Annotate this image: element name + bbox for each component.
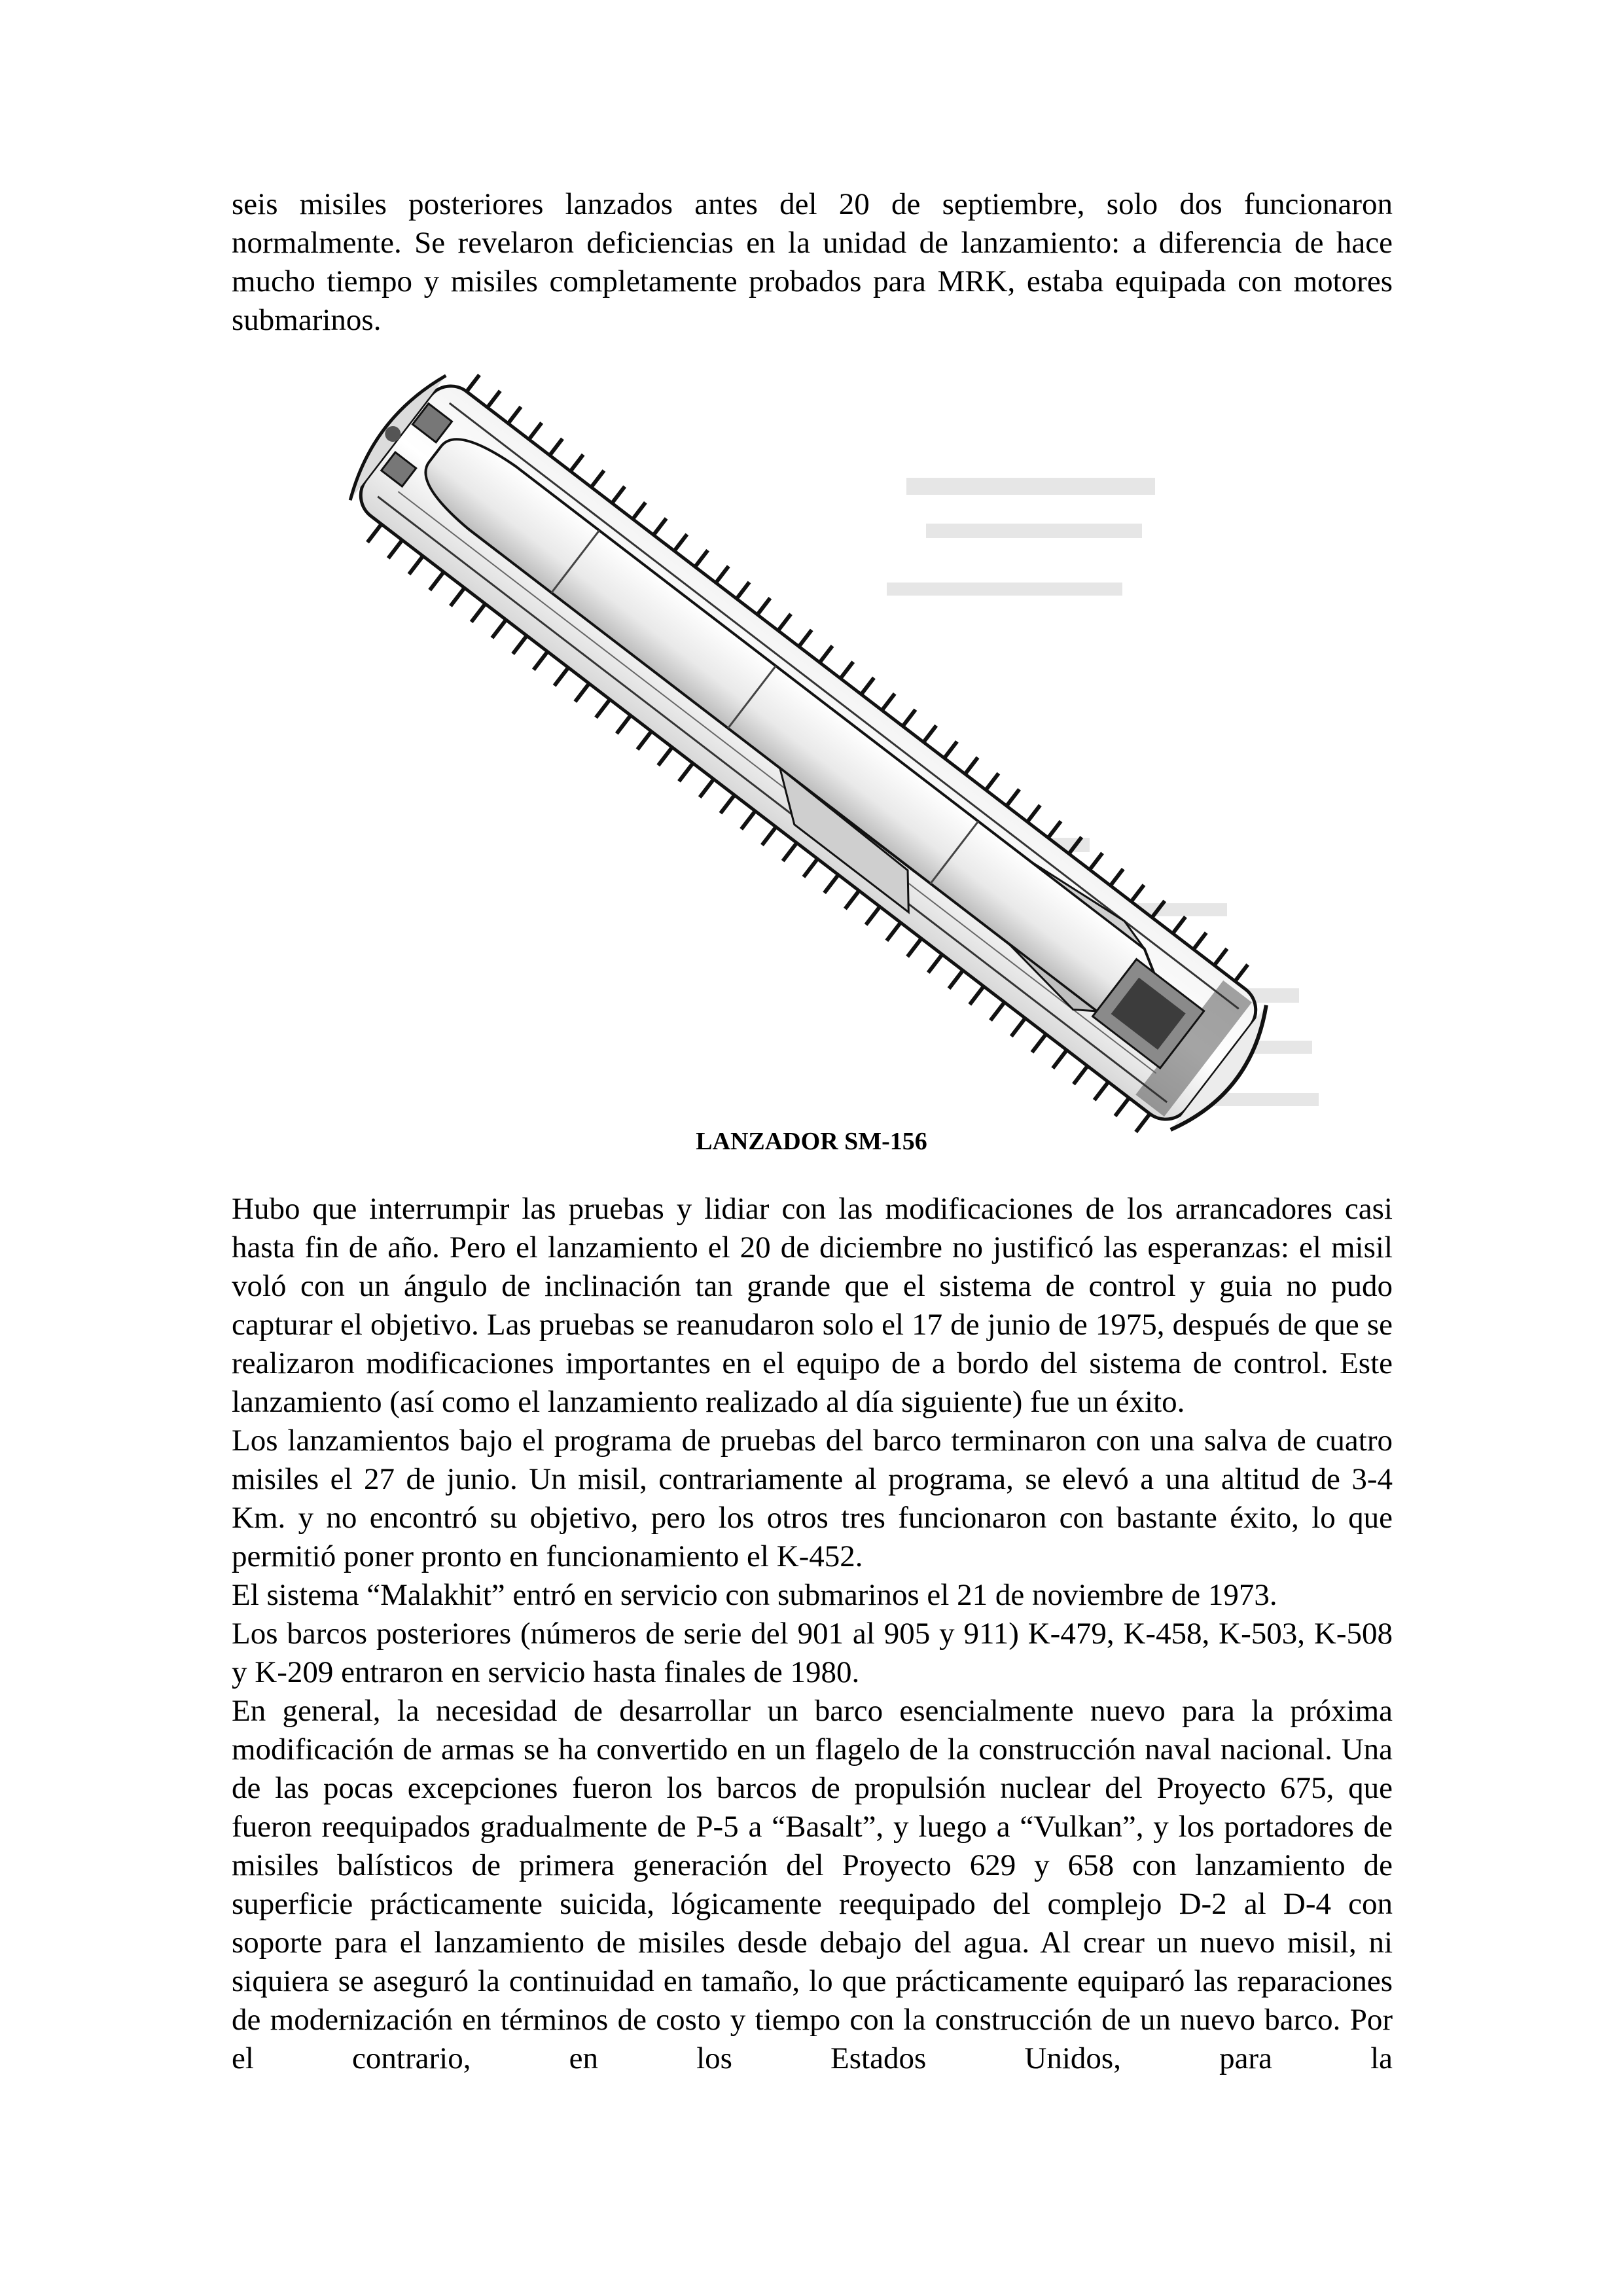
missile-launcher-illustration-icon — [232, 367, 1384, 1145]
body-paragraph: Los barcos posteriores (números de serie del 901 al 905 y 911) K-479, K-458, K-503, K-508 y K-209 entraron en servicio hasta finales de 1980. — [232, 1617, 1393, 1689]
body-paragraph: En general, la necesidad de desarrollar un barco esencialmente nuevo para la próxima modificación de armas se ha convertido en un flagelo de la construcción naval nacional. Una de las pocas excepciones fueron los barcos de propulsión nuclear del Proyecto 675, que fueron reequipados gradualmente de P-5 a “Basalt”, y luego a “Vulkan”, y los portadores de misiles balísticos de primera generación del Proyecto 629 y 658 con lanzamiento de superficie prácticamente suicida, lógicamente reequipado del complejo D-2 al D-4 con soporte para el lanzamiento de misiles desde debajo del agua. Al crear un nuevo misil, ni siquiera se aseguró la continuidad en tamaño, lo que prácticamente equiparó las reparaciones de modernización en términos de costo y tiempo con la construcción de un nuevo barco. Por el contrario, en los Estados Unidos, para la — [232, 1694, 1393, 2075]
launcher-figure — [232, 367, 1384, 1145]
figure-caption: LANZADOR SM-156 — [696, 1128, 927, 1155]
intro-paragraph-block — [232, 185, 1393, 340]
body-paragraph: Hubo que interrumpir las pruebas y lidiar con las modificaciones de los arrancadores casi hasta fin de año. Pero el lanzamiento el 20 de diciembre no justificó las esperanzas: el misil voló con un ángulo de inclinación tan grande que el sistema de control y guia no pudo capturar el objetivo. Las pruebas se reanudaron solo el 17 de junio de 1975, después de que se realizaron modificaciones importantes en el equipo de a bordo del sistema de control. Este lanzamiento (así como el lanzamiento realizado al día siguiente) fue un éxito. — [232, 1192, 1393, 1419]
body-paragraph: El sistema “Malakhit” entró en servicio con submarinos el 21 de noviembre de 1973. — [232, 1578, 1277, 1612]
intro-paragraph: seis misiles posteriores lanzados antes del 20 de septiembre, solo dos funcionaron normalmente. Se revelaron deficiencias en la unidad de lanzamiento: a diferencia de hace mucho tiempo y misiles completamente probados para MRK, estaba equipada con motores submarinos. — [232, 187, 1393, 337]
body-paragraph: Los lanzamientos bajo el programa de pruebas del barco terminaron con una salva de cuatro misiles el 27 de junio. Un misil, contrariamente al programa, se elevó a una altitud de 3-4 Km. y no encontró su objetivo, pero los otros tres funcionaron con bastante éxito, lo que permitió poner pronto en funcionamiento el K-452. — [232, 1424, 1393, 1573]
main-text-block — [232, 1190, 1393, 2078]
